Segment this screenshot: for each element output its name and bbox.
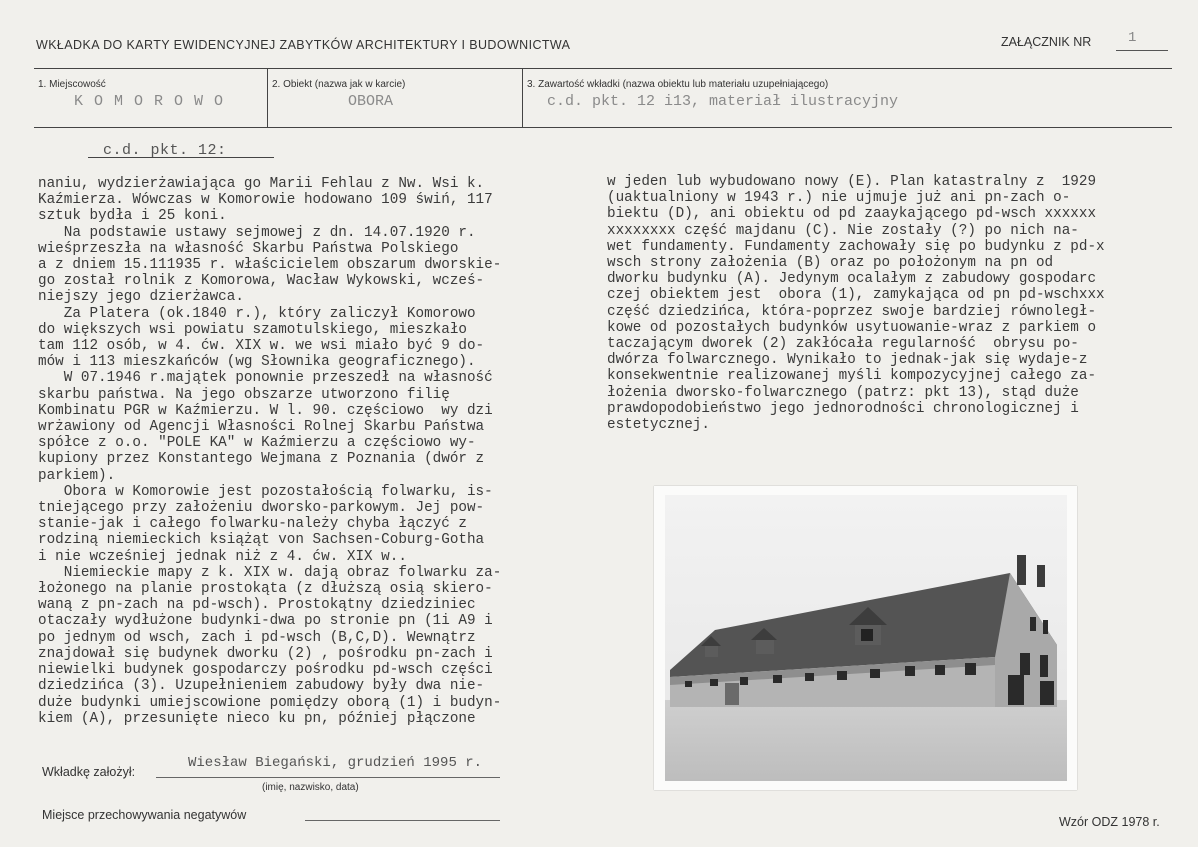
text-line: łożonego na planie prostokąta (z dłuższą osią skiero- [38, 581, 493, 598]
annex-number: 1 [1128, 30, 1137, 46]
text-line: kupiony przez Konstantego Wejmana z Poznania (dwór z [38, 451, 485, 468]
field-object-label: 2. Obiekt (nazwa jak w karcie) [272, 79, 406, 90]
annex-underline [1116, 50, 1168, 51]
text-line: W 07.1946 r.majątek ponownie przeszedł na własność [38, 370, 493, 387]
text-line: kowe od pozostałych budynków usytuowanie-wraz z parkiem o [607, 319, 1097, 336]
text-line: znajdował się budynek dworku (2) , pośrodku pn-zach i [38, 645, 493, 662]
text-line: prawdopodobieństwo jego jednorodności chronologicznej i [607, 400, 1079, 417]
text-line: estetycznej. [607, 417, 710, 434]
text-line: kiem (A), przesunięte nieco ku pn, później płączone [38, 710, 476, 727]
text-line: a z dniem 15.111935 r. właścicielem obszarum dworskie- [38, 257, 502, 274]
text-line: taczającym dworek (2) zakłócała regularność obrysu po- [607, 336, 1079, 353]
text-line: rodziną niemieckich książąt von Sachsen-Coburg-Gotha [38, 532, 485, 549]
text-line: skarbu państwa. Na jego obszarze utworzono filię [38, 386, 450, 403]
text-line: wrżawiony od Agencji Własności Rolnej Skarbu Państwa [38, 419, 485, 436]
text-line: mów i 113 mieszkańców (wg Słownika geograficznego). [38, 354, 476, 371]
text-line: wet fundamenty. Fundamenty zachowały się po budynku z pd-x [607, 238, 1105, 255]
text-column-left [38, 176, 501, 727]
text-line: go został rolnik z Komorowa, Wacław Wykowski, wcześ- [38, 273, 485, 290]
text-column-right [607, 174, 1105, 433]
text-line: dwórza folwarcznego. Wynikało to jednak-jak się wydaje-z [607, 352, 1088, 369]
text-line: niewielki budynek gospodarczy pośrodku pd-wsch części [38, 662, 493, 679]
barn-photo [665, 495, 1067, 781]
field-locality-value: K O M O R O W O [74, 93, 225, 110]
text-line: w jeden lub wybudowano nowy (E). Plan katastralny z 1929 [607, 174, 1097, 190]
negatives-location-label: Miejsce przechowywania negatywów [42, 808, 247, 822]
text-line: niejszy jego dzierżawca. [38, 289, 244, 306]
text-line: waną z pn-zach na pd-wsch). Prostokątny dziedziniec [38, 597, 476, 614]
field-content [522, 69, 1173, 127]
text-line: wieśprzeszła na własność Skarbu Państwa Polskiego [38, 240, 459, 257]
text-line: Kaźmierza. Wówczas w Komorowie hodowano 109 świń, 117 [38, 192, 493, 209]
insert-by-value: Wiesław Biegański, grudzień 1995 r. [188, 755, 483, 771]
text-line: Niemieckie mapy z k. XIX w. dają obraz folwarku za- [38, 564, 502, 581]
text-line: (uaktualniony w 1943 r.) nie ujmuje już ani pn-zach o- [607, 190, 1071, 207]
field-content-value: c.d. pkt. 12 i13, materiał ilustracyjny [547, 93, 899, 110]
insert-by-line [156, 777, 500, 778]
field-locality-label: 1. Miejscowość [38, 79, 106, 90]
text-line: dworku budynku (A). Jedynym ocalałym z zabudowy gospodarc [607, 271, 1097, 288]
text-line: Kombinatu PGR w Kaźmierzu. W l. 90. częściowo wy dzi [38, 402, 493, 419]
text-line: po jednym od wsch, zach i pd-wsch (B,C,D). Wewnątrz [38, 629, 476, 646]
insert-by-label: Wkładkę założył: [42, 765, 136, 779]
form-title: WKŁADKA DO KARTY EWIDENCYJNEJ ZABYTKÓW ARCHITEKTURY I BUDOWNICTWA [36, 38, 571, 52]
text-line: wsch strony założenia (B) oraz po położonym na pn od [607, 255, 1054, 272]
text-line: i nie wcześniej jednak niż z 4. ćw. XIX w.. [38, 548, 407, 565]
text-line: dziedzińca (3). Uzupełnieniem zabudowy były dwa nie- [38, 678, 485, 695]
text-line: tam 112 osób, w 4. ćw. XIX w. we wsi miało być 9 do- [38, 338, 485, 355]
field-object [267, 69, 523, 127]
text-line: łożenia dworsko-folwarcznego (patrz: pkt 13), stąd duże [607, 384, 1079, 401]
text-line: Za Platera (ok.1840 r.), który zaliczył Komorowo [38, 305, 476, 322]
text-line: czej obiektem jest obora (1), zamykająca od pn pd-wschxxx [607, 287, 1105, 304]
text-line: do większych wsi powiatu szamotulskiego, mieszkało [38, 321, 467, 338]
field-object-value: OBORA [348, 93, 394, 110]
form-fields-row [34, 68, 1172, 128]
field-content-label: 3. Zawartość wkładki (nazwa obiektu lub materiału uzupełniającego) [527, 79, 829, 90]
text-line: Obora w Komorowie jest pozostałością folwarku, is- [38, 483, 493, 500]
text-line: sztuk bydła i 25 koni. [38, 208, 227, 225]
text-line: biektu (D), ani obiektu od pd zaaykającego pd-wsch xxxxxx [607, 206, 1097, 223]
text-line: konsekwentnie realizowanej myśli kompozycyjnej całego za- [607, 368, 1097, 385]
text-line: stanie-jak i całego folwarku-należy chyba łączyć z [38, 516, 467, 533]
photo-print [654, 486, 1077, 790]
annex-label: ZAŁĄCZNIK NR [1001, 35, 1092, 49]
template-label: Wzór ODZ 1978 r. [1059, 815, 1160, 829]
section-heading: c.d. pkt. 12: [103, 142, 227, 159]
text-line: część dziedzińca, która-poprzez swoje bardziej równoległ- [607, 303, 1097, 320]
text-line: naniu, wydzierżawiająca go Marii Fehlau z Nw. Wsi k. [38, 176, 485, 192]
section-underline [88, 157, 274, 158]
insert-by-note: (imię, nazwisko, data) [262, 782, 359, 793]
text-line: otaczały wydłużone budynki-dwa po stronie pn (1i A9 i [38, 613, 493, 630]
field-locality [34, 69, 267, 127]
negatives-location-line [305, 820, 500, 821]
text-line: xxxxxxxx część majdanu (C). Nie zostały (?) po nich na- [607, 222, 1079, 239]
text-line: tniejącego przy założeniu dworsko-parkowym. Jej pow- [38, 500, 485, 517]
text-line: Na podstawie ustawy sejmowej z dn. 14.07.1920 r. [38, 224, 476, 241]
text-line: spółce z o.o. "POLE KA" w Kaźmierzu a częściowo wy- [38, 435, 476, 452]
text-line: duże budynki umiejscowione pomiędzy oborą (1) i budyn- [38, 694, 502, 711]
text-line: parkiem). [38, 467, 116, 484]
